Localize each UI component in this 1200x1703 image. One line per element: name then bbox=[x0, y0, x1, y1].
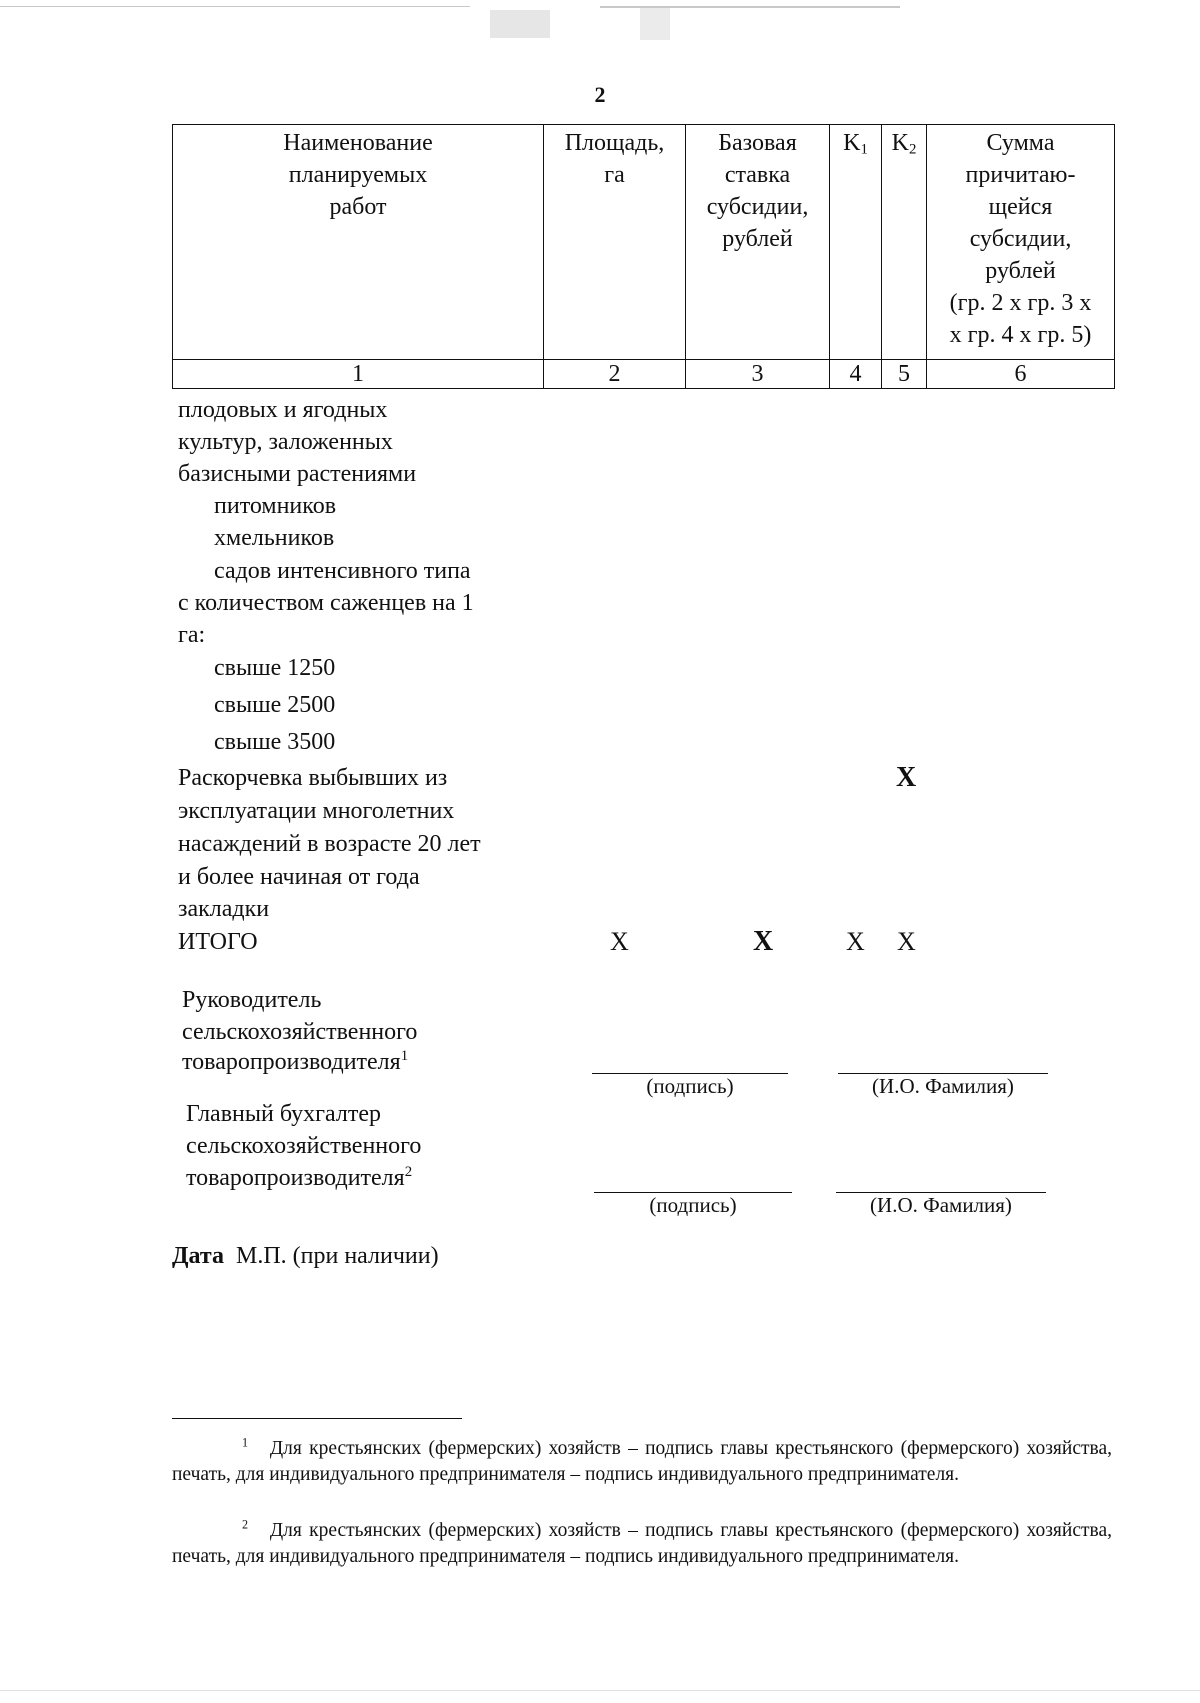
subsidy-table-header bbox=[172, 124, 1115, 389]
row-gardens: садов интенсивного типа bbox=[214, 558, 471, 584]
head-title-line: сельскохозяйственного bbox=[182, 1019, 418, 1045]
column-number: 2 bbox=[544, 360, 686, 389]
column-number: 1 bbox=[173, 360, 544, 389]
row-total-label: ИТОГО bbox=[178, 929, 258, 955]
header-base-rate: Базовая ставка субсидии, рублей bbox=[686, 125, 830, 360]
head-name-caption: (И.О. Фамилия) bbox=[872, 1074, 1014, 1098]
accountant-signature-caption: (подпись) bbox=[649, 1193, 737, 1217]
header-area: Площадь, га bbox=[544, 125, 686, 360]
date-label: Дата bbox=[172, 1243, 224, 1269]
header-k2: K2 bbox=[882, 125, 927, 360]
column-number: 6 bbox=[927, 360, 1115, 389]
column-number: 3 bbox=[686, 360, 830, 389]
uprooting-k2-cross: X bbox=[896, 762, 917, 793]
column-numbers-row bbox=[173, 360, 1115, 389]
row-gardens: га: bbox=[178, 622, 206, 648]
footnote-ref: 2 bbox=[404, 1164, 413, 1180]
header-k1: K1 bbox=[830, 125, 882, 360]
row-over-1250: свыше 1250 bbox=[214, 655, 336, 681]
row-hop-fields: хмельников bbox=[214, 525, 335, 551]
footnote-1: $^1$ Для крестьянских (фермерских) хозяйств – подпись главы крестьянского (фермерского) хозяйства, печать, для индивидуального предпринимателя – подпись индивидуального предпринимателя. bbox=[172, 1435, 1112, 1485]
row-intro-line: базисными растениями bbox=[178, 461, 417, 487]
accountant-title-line: Главный бухгалтер bbox=[186, 1101, 381, 1127]
accountant-title-line: товаропроизводителя$^2$ bbox=[186, 1164, 413, 1191]
header-work-name: Наименование планируемых работ bbox=[173, 125, 544, 360]
accountant-title-line: сельскохозяйственного bbox=[186, 1133, 422, 1159]
scan-artifact bbox=[490, 10, 550, 38]
row-intro-line: культур, заложенных bbox=[178, 429, 393, 455]
footnote-mark: 1 bbox=[242, 1435, 249, 1450]
total-rate-cross: X bbox=[753, 926, 774, 957]
row-gardens: с количеством саженцев на 1 bbox=[178, 590, 474, 616]
date-stamp-line bbox=[172, 1240, 439, 1272]
head-signature-caption: (подпись) bbox=[646, 1074, 734, 1098]
accountant-name-caption: (И.О. Фамилия) bbox=[870, 1193, 1012, 1217]
scan-artifact bbox=[0, 6, 470, 7]
column-number: 4 bbox=[830, 360, 882, 389]
total-k1-cross: X bbox=[846, 927, 865, 956]
footnote-mark: 2 bbox=[242, 1517, 249, 1532]
stamp-label: М.П. (при наличии) bbox=[235, 1243, 439, 1269]
row-uprooting: эксплуатации многолетних bbox=[178, 798, 455, 824]
row-nurseries: питомников bbox=[214, 493, 337, 519]
header-subsidy-sum: Сумма причитаю- щейся субсидии, рублей (гр. 2 х гр. 3 х х гр. 4 х гр. 5) bbox=[927, 125, 1115, 360]
row-uprooting: закладки bbox=[178, 896, 270, 922]
head-title-line: товаропроизводителя$^1$ bbox=[182, 1048, 409, 1075]
header-row bbox=[173, 125, 1115, 360]
row-uprooting: Раскорчевка выбывших из bbox=[178, 765, 448, 791]
footnote-separator bbox=[172, 1418, 462, 1419]
footnote-2: $^2$ Для крестьянских (фермерских) хозяйств – подпись главы крестьянского (фермерского) хозяйства, печать, для индивидуального предпринимателя – подпись индивидуального предпринимателя. bbox=[172, 1517, 1112, 1567]
row-intro-line: плодовых и ягодных bbox=[178, 397, 388, 423]
page-number: 2 bbox=[594, 82, 606, 107]
row-over-3500: свыше 3500 bbox=[214, 729, 336, 755]
column-number: 5 bbox=[882, 360, 927, 389]
row-uprooting: насаждений в возрасте 20 лет bbox=[178, 831, 481, 857]
scan-artifact bbox=[640, 8, 670, 40]
total-area-cross: X bbox=[610, 927, 629, 956]
head-title-line: Руководитель bbox=[182, 987, 322, 1013]
row-over-2500: свыше 2500 bbox=[214, 692, 336, 718]
row-uprooting: и более начиная от года bbox=[178, 864, 420, 890]
scan-artifact bbox=[0, 1690, 1200, 1691]
footnote-ref: 1 bbox=[400, 1048, 409, 1064]
total-k2-cross: X bbox=[897, 927, 916, 956]
